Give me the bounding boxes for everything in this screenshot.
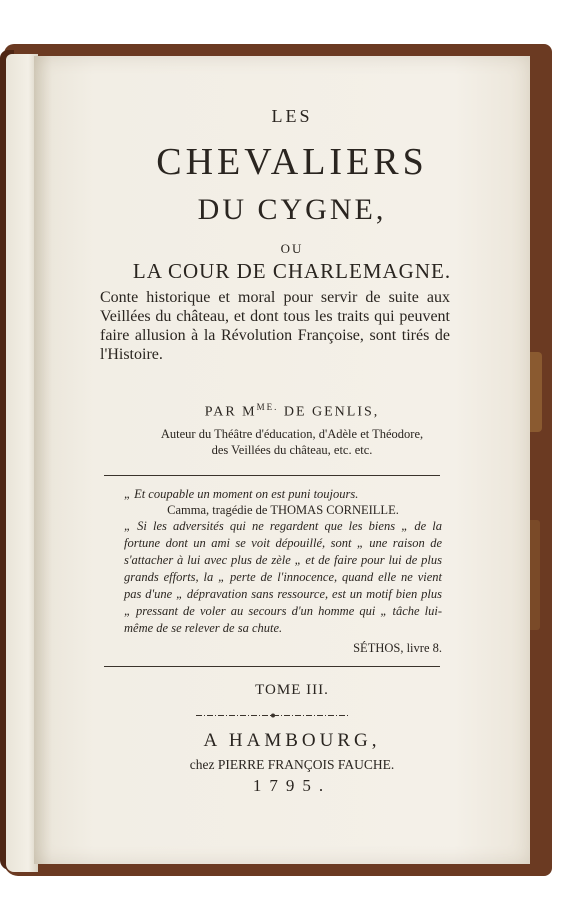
ornament-rule: [196, 713, 350, 718]
epigraph-1: „ Et coupable un moment on est puni toujours.: [124, 487, 359, 501]
divider-bottom: [104, 666, 440, 667]
volume-label: TOME III.: [255, 682, 329, 698]
author-sup: ME.: [256, 402, 279, 412]
title-line-chevaliers: CHEVALIERS: [156, 141, 428, 183]
author-line: [0, 402, 584, 421]
title-line-les: LES: [271, 106, 313, 126]
title-line-cour: LA COUR DE CHARLEMAGNE.: [132, 259, 452, 283]
epigraph-1-source: Camma, tragédie de THOMAS CORNEILLE.: [167, 503, 399, 517]
subtitle-text: Conte historique et moral pour servir de suite aux Veillées du château, et dont tous les traits qui peuvent faire allusion à la Révolution Françoise, sont tirés de l'Histoire.: [100, 289, 450, 363]
author-description: [0, 426, 584, 458]
title-line-ou: OU: [280, 241, 304, 256]
epigraph-2: „ Si les adversités qui ne regardent que les biens „ de la fortune dont un ami se voit dépouillé, sont „ une raison de s'attacher à lui avec plus de zèle „ et de faire pour lui de plus grands efforts, la „ perte de l'innocence, quand elle ne vient pas d'une „ dépravation sans ressource, est un motif bien plus „ pressant de voler au secours d'un homme qui „ tâche lui-même de se relever de sa chute.: [124, 519, 442, 635]
author-desc-line-1: Auteur du Théâtre d'éducation, d'Adèle et Théodore,: [160, 427, 424, 441]
bookmark-tab-lower: [530, 520, 540, 630]
author-name: DE GENLIS,: [283, 404, 380, 420]
imprint-place: A HAMBOURG,: [203, 730, 381, 751]
imprint-publisher: chez PIERRE FRANÇOIS FAUCHE.: [189, 757, 395, 772]
author-par: PAR M: [204, 404, 257, 420]
divider-top: [104, 475, 440, 476]
epigraph-2-source: SÉTHOS, livre 8.: [353, 641, 442, 655]
title-line-du-cygne: DU CYGNE,: [197, 193, 387, 226]
imprint-year: 1795.: [252, 776, 332, 795]
author-desc-line-2: des Veillées du château, etc. etc.: [211, 443, 373, 457]
